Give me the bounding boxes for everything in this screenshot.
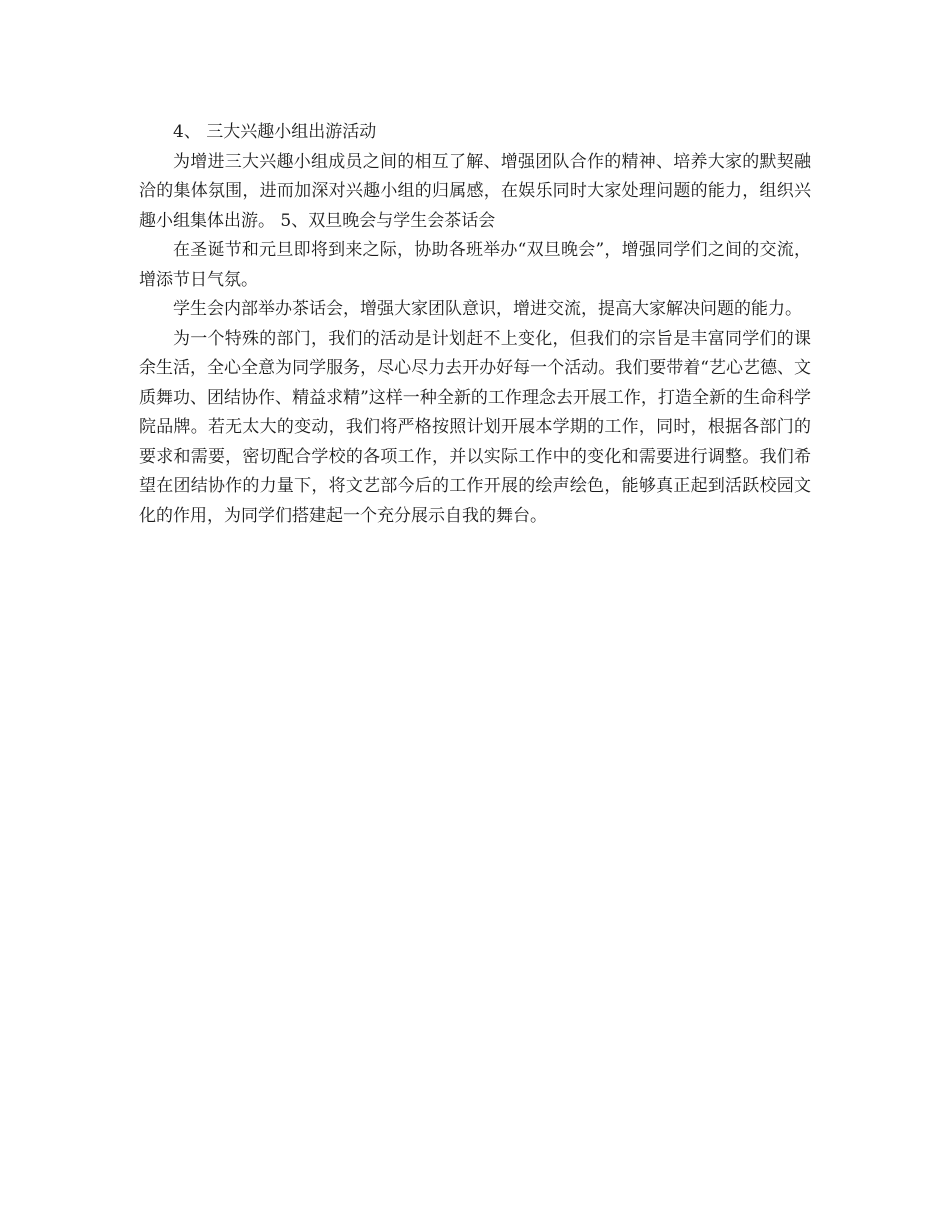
paragraph-summary: 为一个特殊的部门，我们的活动是计划赶不上变化，但我们的宗旨是丰富同学们的课余生活，全心全意为同学服务，尽心尽力去开办好每一个活动。我们要带着“艺心艺德、文质舞功、团结协作、精益求精”这样一种全新的工作理念去开展工作，打造全新的生命科学院品牌。若无太大的变动，我们将严格按照计划开展本学期的工作，同时，根据各部门的要求和需要，密切配合学校的各项工作，并以实际工作中的变化和需要进行调整。我们希望在团结协作的力量下，将文艺部今后的工作开展的绘声绘色，能够真正起到活跃校园文化的作用，为同学们搭建起一个充分展示自我的舞台。: [139, 328, 811, 526]
paragraph-outing-activity: 为增进三大兴趣小组成员之间的相互了解、增强团队合作的精神、培养大家的默契融洽的集体氛围，进而加深对兴趣小组的归属感，在娱乐同时大家处理问题的能力，组织兴趣小组集体出游。 5、双旦晚会与学生会茶话会: [139, 151, 811, 231]
paragraph-new-year-party: 在圣诞节和元旦即将到来之际，协助各班举办“双旦晚会”，增强同学们之间的交流，增添节日气氛。: [139, 240, 811, 290]
section-heading: 4、 三大兴趣小组出游活动: [173, 122, 377, 142]
document-body: [139, 118, 811, 531]
paragraph-tea-party: 学生会内部举办茶话会，增强大家团队意识，增进交流，提高大家解决问题的能力。: [173, 299, 802, 319]
